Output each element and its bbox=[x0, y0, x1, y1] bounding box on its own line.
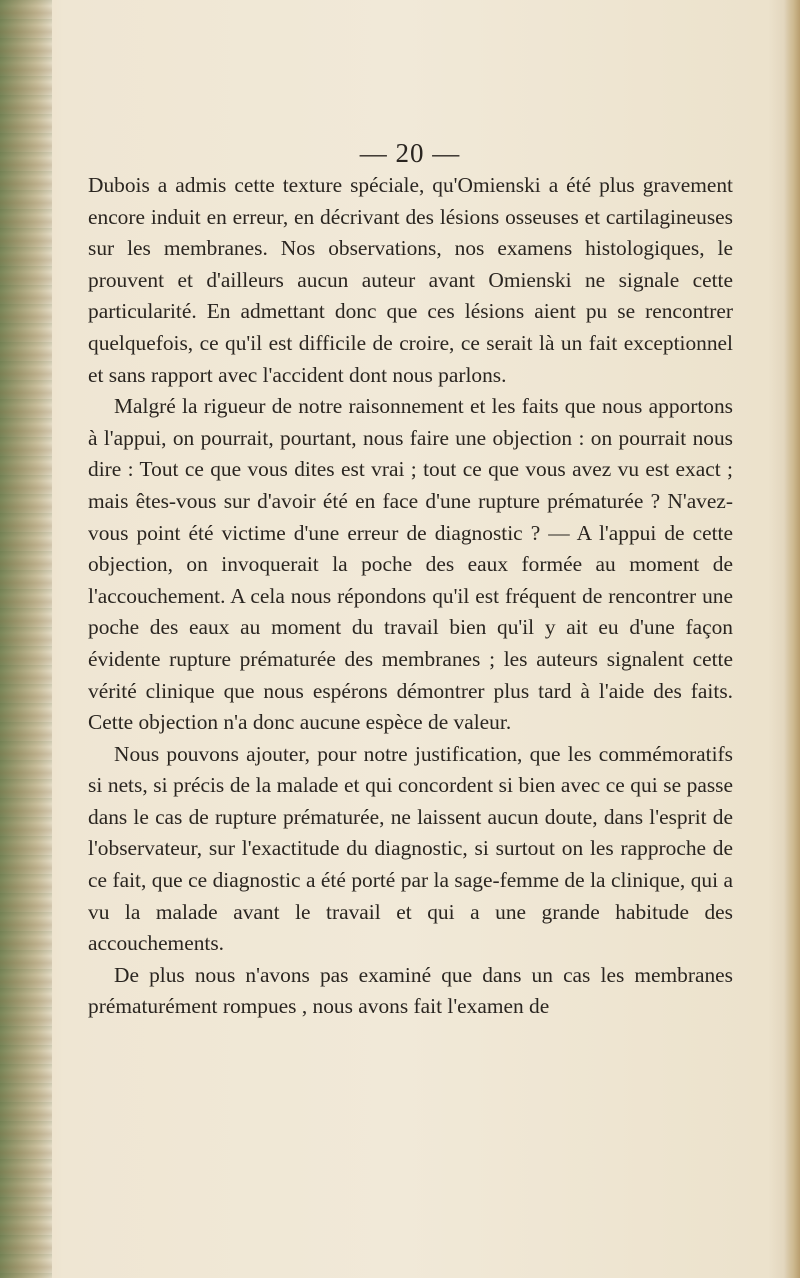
paragraph-4: De plus nous n'avons pas examiné que dans un cas les membranes prématurément rompues , nous avons fait l'examen de bbox=[88, 962, 733, 1019]
book-binding-edge bbox=[0, 0, 52, 1278]
paragraph-2: Malgré la rigueur de notre raisonnement et les faits que nous apportons à l'appui, on pourrait, pourtant, nous faire une objection : on pourrait nous dire : Tout ce que vous dites est vrai ; tout ce que vous avez vu est exact ; mais êtes-vous sur d'avoir été en face d'une rupture prématurée ? N'avez-vous point été victime d'une erreur de diagnostic ? — A l'appui de cette objection, on invoquerait la poche des eaux formée au moment de l'accouchement. A cela nous répondons qu'il est fréquent de rencontrer une poche des eaux au moment du travail bien qu'il y ait eu d'une façon évidente rupture prématurée des membranes ; les auteurs signalent cette vérité clinique que nous espérons démontrer plus tard à l'aide des faits. Cette objection n'a donc aucune espèce de valeur. bbox=[88, 394, 733, 735]
page-right-edge bbox=[784, 0, 800, 1278]
page-number: — 20 — bbox=[359, 138, 461, 168]
body-text bbox=[88, 170, 733, 1023]
paragraph-1: Dubois a admis cette texture spéciale, qu'Omienski a été plus gravement encore induit en erreur, en décrivant des lésions osseuses et cartilagineuses sur les membranes. Nos observations, nos examens histologiques, le prouvent et d'ailleurs aucun auteur avant Omienski ne signale cette particularité. En admettant donc que ces lésions aient pu se rencontrer quelquefois, ce qu'il est difficile de croire, ce serait là un fait exceptionnel et sans rapport avec l'accident dont nous parlons. bbox=[88, 173, 733, 387]
paragraph-3: Nous pouvons ajouter, pour notre justification, que les commémoratifs si nets, si précis de la malade et qui concordent si bien avec ce qui se passe dans le cas de rupture prématurée, ne laissent aucun doute, dans l'esprit de l'observateur, sur l'exactitude du diagnostic, si surtout on les rapproche de ce fait, que ce diagnostic a été porté par la sage-femme de la clinique, qui a vu la malade avant le travail et qui a une grande habitude des accouchements. bbox=[88, 741, 733, 956]
